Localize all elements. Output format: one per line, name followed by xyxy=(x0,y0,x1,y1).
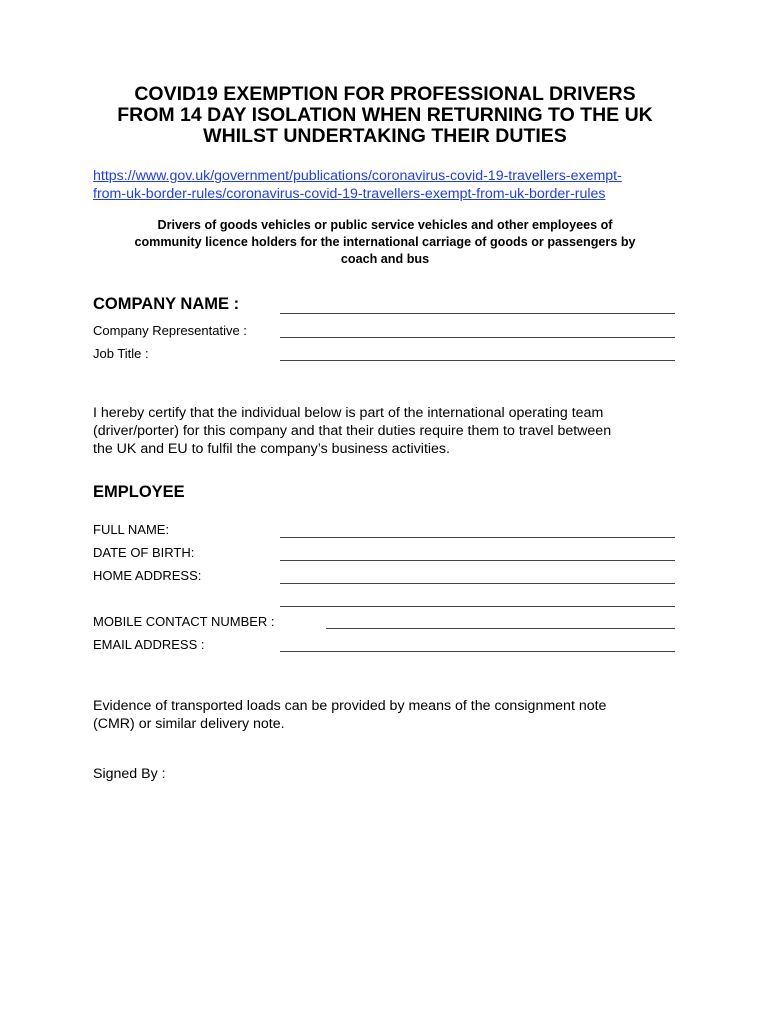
mobile-contact-number-label: MOBILE CONTACT NUMBER : xyxy=(93,614,275,629)
gov-uk-link[interactable] xyxy=(93,167,693,203)
employee-heading: EMPLOYEE xyxy=(93,483,185,501)
link-line[interactable]: https://www.gov.uk/government/publications/coronavirus-covid-19-travellers-exempt- xyxy=(93,168,622,184)
job-title-label: Job Title : xyxy=(93,346,149,361)
certification-line: I hereby certify that the individual below is part of the international operating team xyxy=(93,405,604,421)
certification-line: (driver/porter) for this company and that their duties require them to travel between xyxy=(93,423,612,439)
certification-line: the UK and EU to fulfil the company’s business activities. xyxy=(93,441,450,457)
evidence-line: (CMR) or similar delivery note. xyxy=(93,716,285,732)
date-of-birth-field[interactable] xyxy=(280,560,675,561)
job-title-field[interactable] xyxy=(280,360,675,361)
company-representative-field[interactable] xyxy=(280,337,675,338)
link-line[interactable]: from-uk-border-rules/coronavirus-covid-19-travellers-exempt-from-uk-border-rules xyxy=(93,186,606,202)
company-representative-label: Company Representative : xyxy=(93,323,247,338)
document-title xyxy=(60,84,710,147)
company-name-label: COMPANY NAME : xyxy=(93,295,240,313)
document-subtitle xyxy=(80,217,690,268)
evidence-line: Evidence of transported loads can be provided by means of the consignment note xyxy=(93,698,607,714)
full-name-label: FULL NAME: xyxy=(93,522,170,537)
email-address-label: EMAIL ADDRESS : xyxy=(93,637,205,652)
title-line: WHILST UNDERTAKING THEIR DUTIES xyxy=(203,125,567,147)
subtitle-line: Drivers of goods vehicles or public service vehicles and other employees of xyxy=(157,218,613,232)
email-address-field[interactable] xyxy=(280,651,675,652)
subtitle-line: coach and bus xyxy=(340,252,430,266)
subtitle-line: community licence holders for the international carriage of goods or passengers by xyxy=(134,235,636,249)
signed-by-label: Signed By : xyxy=(93,766,166,782)
certification-text xyxy=(93,404,693,458)
home-address-label: HOME ADDRESS: xyxy=(93,568,202,583)
evidence-text xyxy=(93,697,693,733)
home-address-field[interactable] xyxy=(280,583,675,584)
title-line: FROM 14 DAY ISOLATION WHEN RETURNING TO THE UK xyxy=(117,104,653,126)
company-name-field[interactable] xyxy=(280,313,675,314)
home-address-field-line-2[interactable] xyxy=(280,606,675,607)
date-of-birth-label: DATE OF BIRTH: xyxy=(93,545,195,560)
mobile-contact-number-field[interactable] xyxy=(326,628,675,629)
title-line: COVID19 EXEMPTION FOR PROFESSIONAL DRIVERS xyxy=(134,83,636,105)
full-name-field[interactable] xyxy=(280,537,675,538)
